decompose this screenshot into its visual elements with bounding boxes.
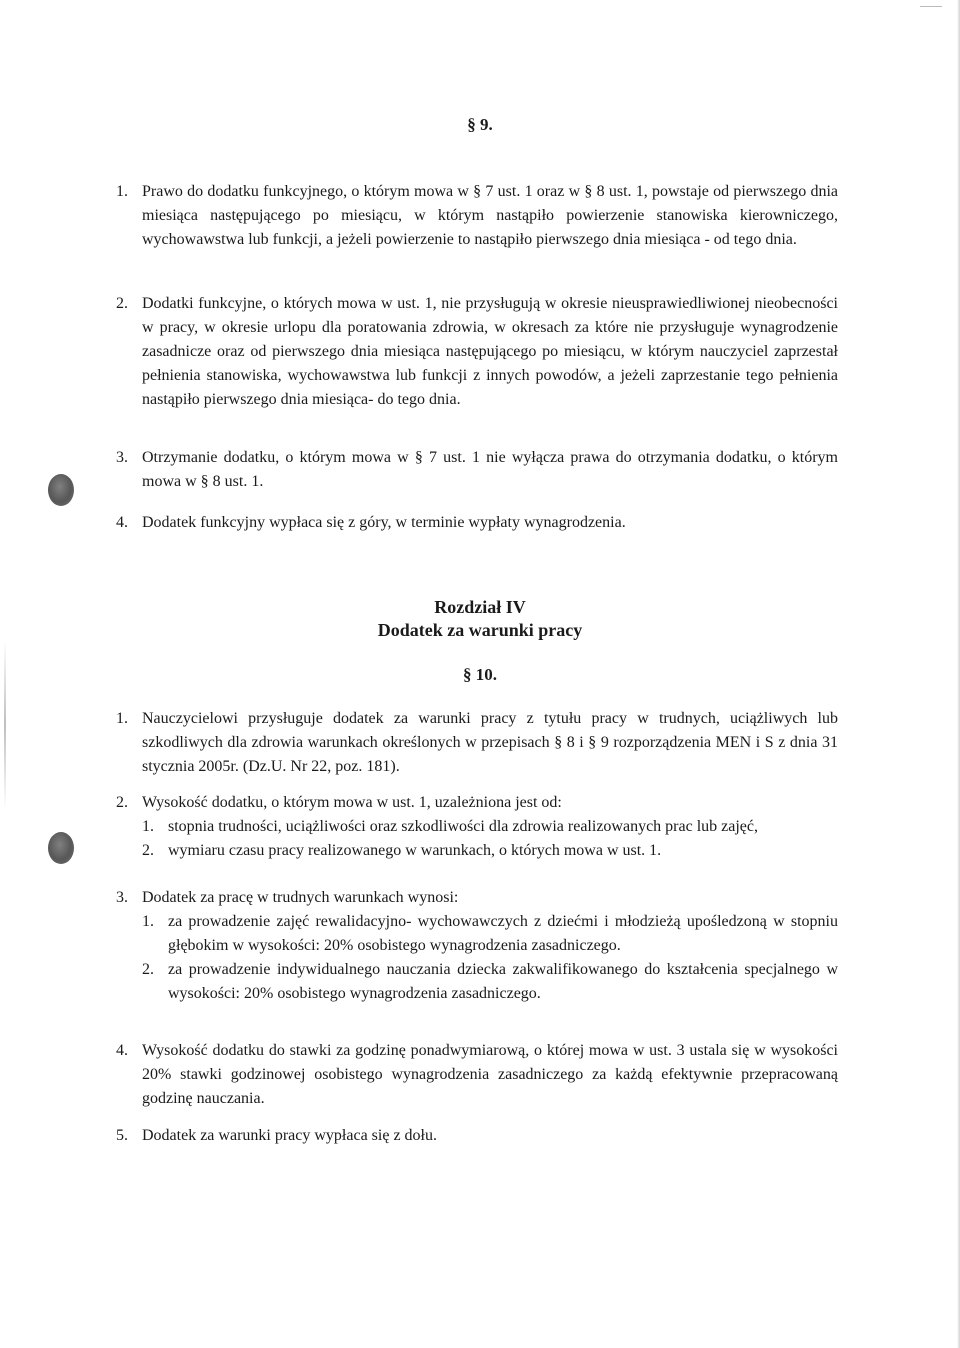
sub-item-number: 2. [142,961,154,978]
sub-item-text: stopnia trudności, uciążliwości oraz szkodliwości dla zdrowia realizowanych prac lub zajęć, [168,818,758,835]
item-number: 3. [116,889,128,906]
sub-item-number: 2. [142,842,154,859]
punch-hole-top [48,474,74,506]
sub-item-number: 1. [142,913,154,930]
item-number: 1. [116,183,128,200]
scan-corner-mark [920,6,942,15]
section-10-item-3 [116,886,838,1006]
sub-item [142,815,838,839]
item-number: 3. [116,449,128,466]
sub-item-number: 1. [142,818,154,835]
item-text: Dodatek funkcyjny wypłaca się z góry, w terminie wypłaty wynagrodzenia. [142,514,626,531]
item-text: Otrzymanie dodatku, o którym mowa w § 7 ust. 1 nie wyłącza prawa do otrzymania dodatku, o którym mowa w § 8 ust. 1. [142,449,838,490]
item-number: 2. [116,794,128,811]
sub-item-text: za prowadzenie zajęć rewalidacyjno- wychowawczych z dziećmi i młodzieżą upośledzoną w stopniu głębokim w wysokości: 20% osobistego wynagrodzenia zasadniczego. [168,913,838,954]
chapter-title: Rozdział IV [434,597,526,617]
sub-item [142,958,838,1006]
sub-item [142,839,838,863]
section-10-heading: § 10. [463,665,497,684]
item-text: Dodatek za pracę w trudnych warunkach wynosi: [142,889,459,906]
item-text: Wysokość dodatku, o którym mowa w ust. 1, uzależniona jest od: [142,794,562,811]
item-text: Prawo do dodatku funkcyjnego, o którym mowa w § 7 ust. 1 oraz w § 8 ust. 1, powstaje od pierwszego dnia miesiąca następującego po miesiącu, w którym nastąpiło powierzenie stanowiska kierowniczego, wychowawstwa lub funkcji, a jeżeli powierzenie to nastąpiło pierwszego dnia miesiąca - od tego dnia. [142,183,838,248]
punch-hole-bottom [48,832,74,864]
section-9-item-2 [116,292,838,412]
section-9-heading: § 9. [467,115,493,134]
item-number: 5. [116,1127,128,1144]
item-text: Dodatek za warunki pracy wypłaca się z dołu. [142,1127,437,1144]
item-text: Nauczycielowi przysługuje dodatek za warunki pracy z tytułu pracy w trudnych, uciążliwych lub szkodliwych dla zdrowia warunkach określonych w przepisach § 8 i § 9 rozporządzenia MEN i S z dnia 31 stycznia 2005r. (Dz.U. Nr 22, poz. 181). [142,710,838,775]
item-text: Wysokość dodatku do stawki za godzinę ponadwymiarową, o której mowa w ust. 3 ustala się w wysokości 20% stawki godzinowej osobistego wynagrodzenia zasadniczego za każdą efektywnie przepracowaną godzinę nauczania. [142,1042,838,1107]
section-10-item-1 [116,707,838,779]
item-text: Dodatki funkcyjne, o których mowa w ust. 1, nie przysługują w okresie nieusprawiedliwionej nieobecności w pracy, w okresie urlopu dla poratowania zdrowia, w okresach za które nie przysługuje wynagrodzenie zasadnicze oraz od pierwszego dnia miesiąca następującego po miesiącu, w którym nauczyciel zaprzestał pełnienia stanowiska, wychowawstwa lub funkcji z innych powodów, a jeżeli zaprzestanie tego pełnienia nastąpiło pierwszego dnia miesiąca- do tego dnia. [142,295,838,408]
sub-item-text: za prowadzenie indywidualnego nauczania dziecka zakwalifikowanego do kształcenia specjalnego w wysokości: 20% osobistego wynagrodzenia zasadniczego. [168,961,838,1002]
section-9-item-3 [116,446,838,494]
section-10-item-4 [116,1039,838,1111]
section-10-item-5 [116,1124,838,1148]
sub-item-text: wymiaru czasu pracy realizowanego w warunkach, o których mowa w ust. 1. [168,842,662,859]
sub-item [142,910,838,958]
section-9-item-1 [116,180,838,252]
item-number: 4. [116,514,128,531]
chapter-subtitle: Dodatek za warunki pracy [377,620,583,640]
section-9-item-4 [116,511,838,535]
item-number: 2. [116,295,128,312]
item-number: 4. [116,1042,128,1059]
item-number: 1. [116,710,128,727]
section-10-item-2 [116,791,838,863]
